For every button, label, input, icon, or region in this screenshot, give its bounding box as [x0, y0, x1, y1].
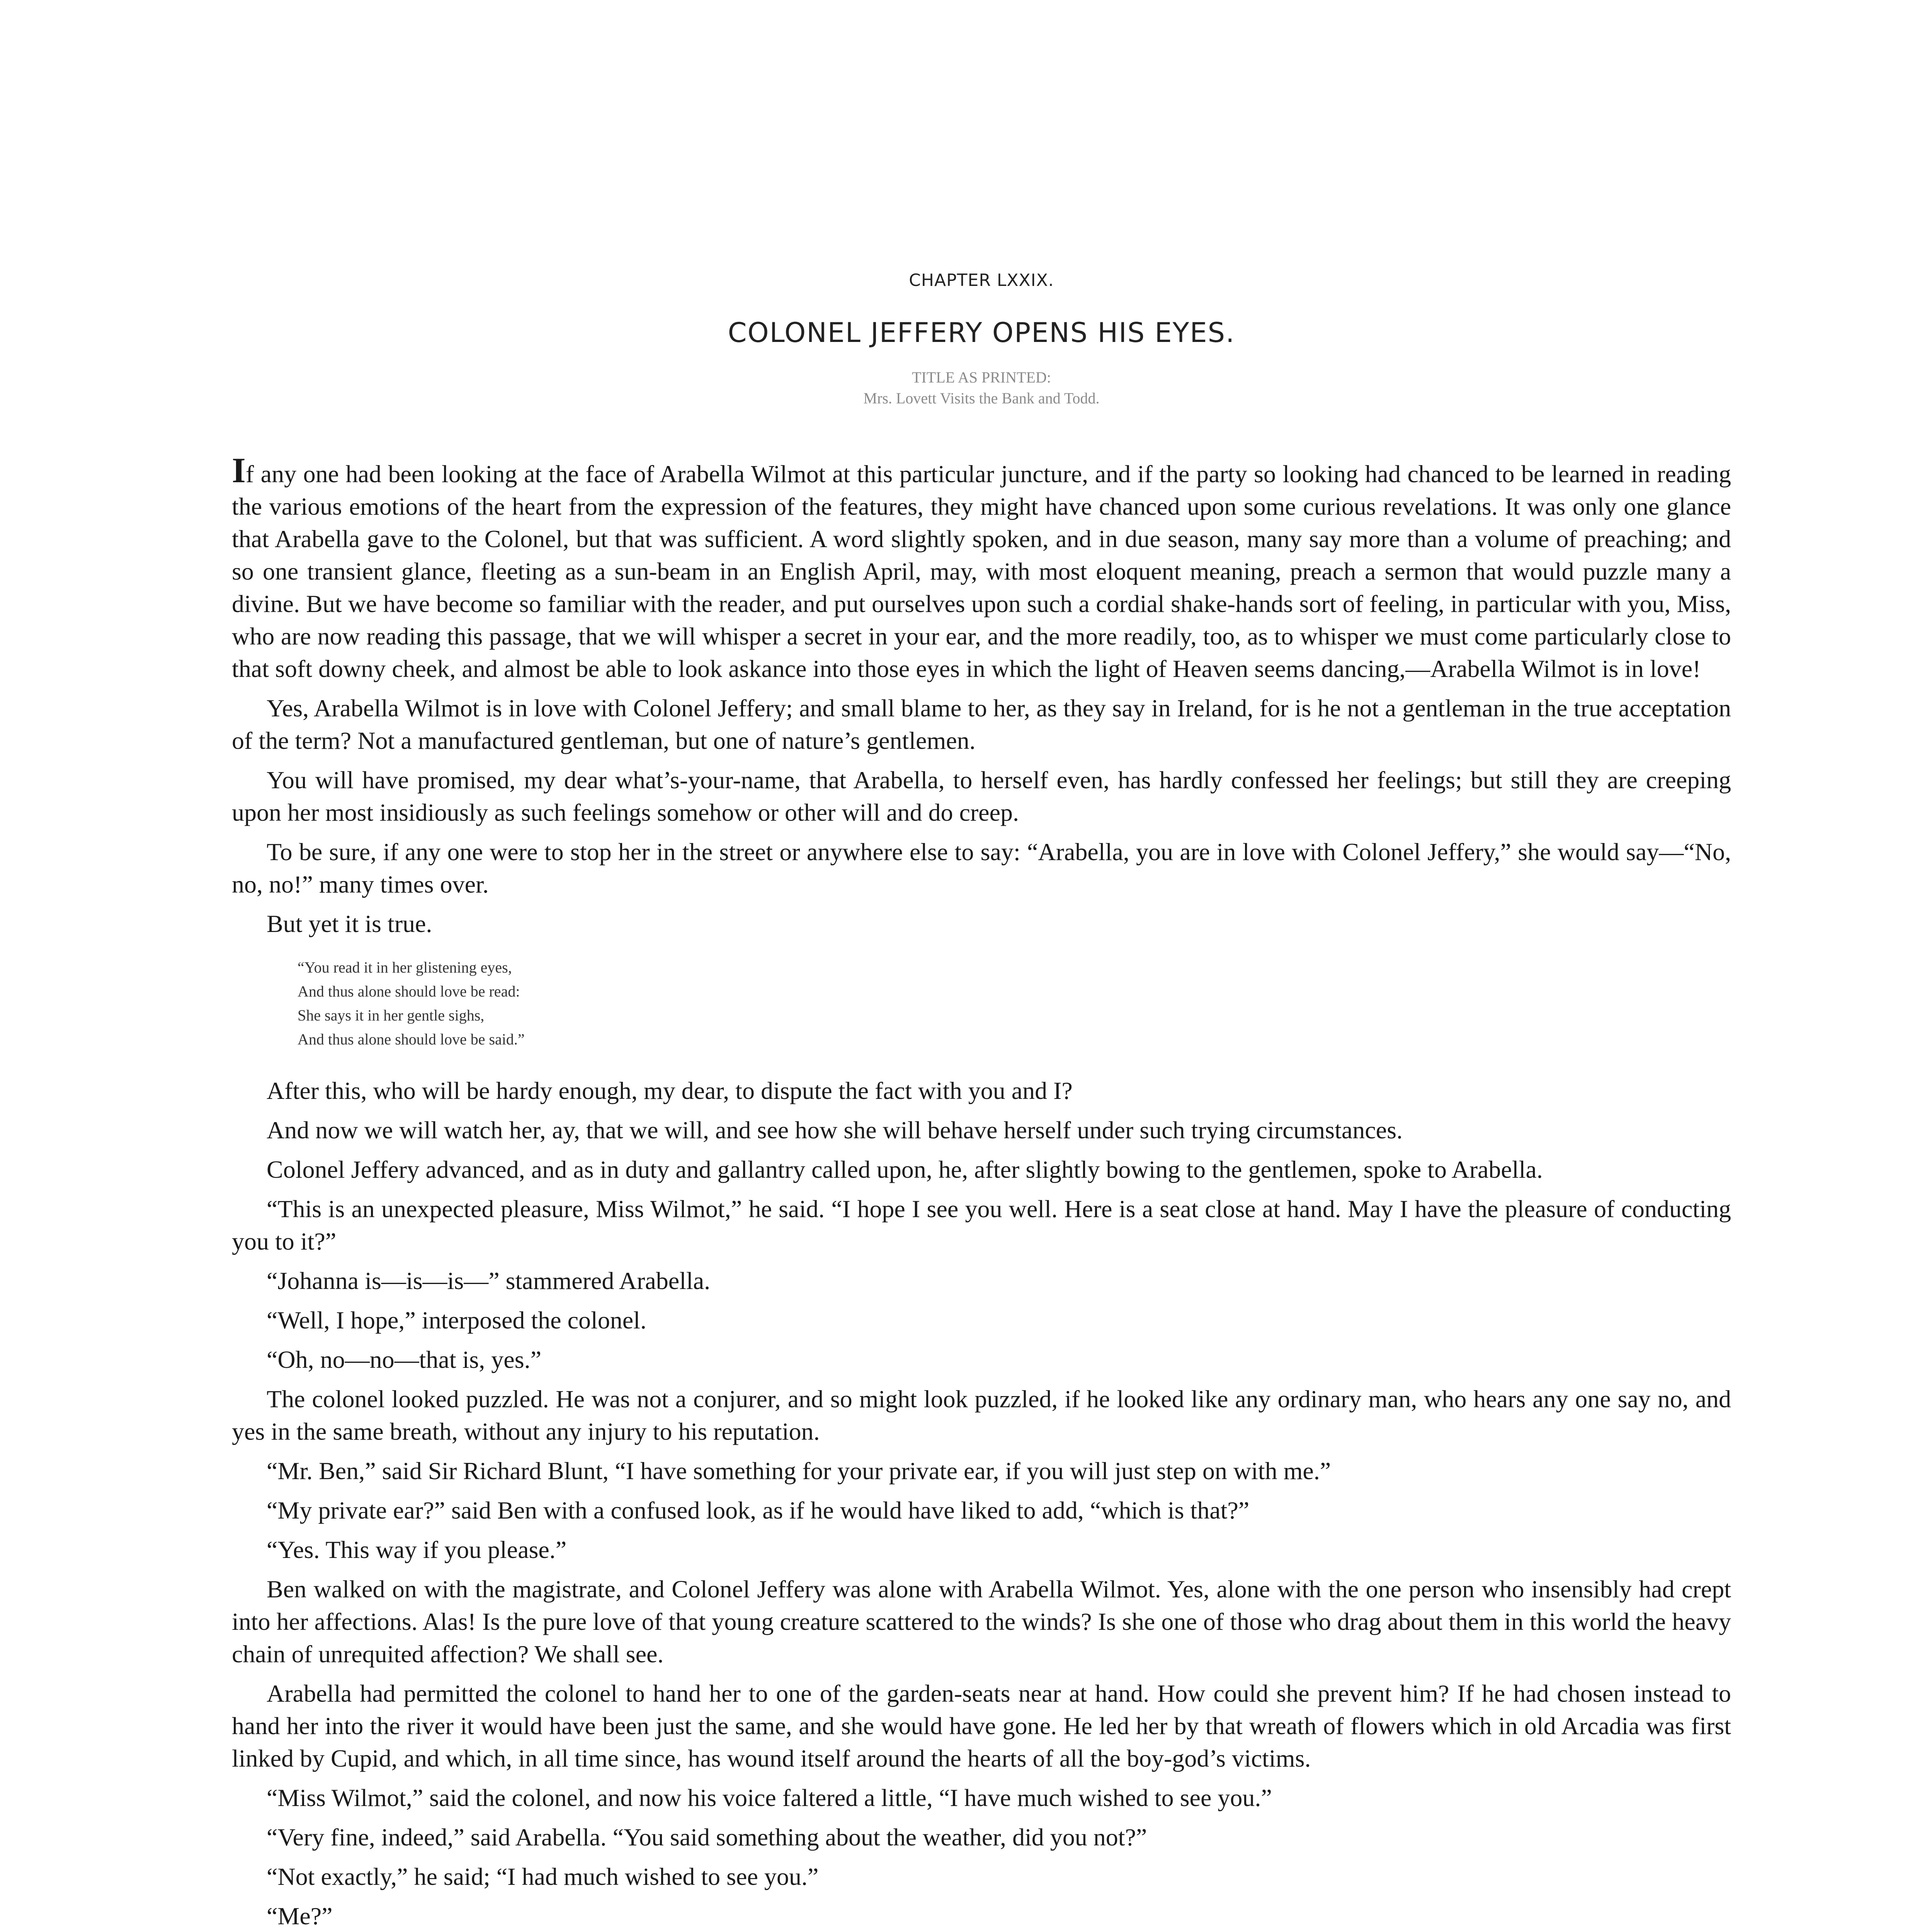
paragraph-1: [232, 451, 1731, 685]
paragraph-7: And now we will watch her, ay, that we will, and see how she will behave herself under such trying circumstances.: [267, 1116, 1403, 1144]
verse-quote: [298, 956, 1731, 1051]
paragraph-14: “Mr. Ben,” said Sir Richard Blunt, “I have something for your private ear, if you will just step on with me.”: [267, 1457, 1331, 1485]
paragraph-17: Ben walked on with the magistrate, and Colonel Jeffery was alone with Arabella Wilmot. Yes, alone with the one person who insensibly had crept into her affections. Alas! Is the pure love of that young creature scattered to the winds? Is she one of those who drag about them in this world the heavy chain of unrequited affection? We shall see.: [232, 1575, 1731, 1668]
paragraph-19: “Miss Wilmot,” said the colonel, and now his voice faltered a little, “I have much wished to see you.”: [267, 1784, 1272, 1811]
title-note-text: Mrs. Lovett Visits the Bank and Todd.: [863, 389, 1100, 407]
paragraph-22: “Me?”: [267, 1902, 333, 1930]
paragraph-20: “Very fine, indeed,” said Arabella. “You said something about the weather, did you not?”: [267, 1823, 1147, 1851]
drop-cap: I: [232, 451, 246, 490]
paragraph-11: “Well, I hope,” interposed the colonel.: [267, 1306, 646, 1334]
paragraph-6: After this, who will be hardy enough, my dear, to dispute the fact with you and I?: [267, 1077, 1073, 1104]
paragraph-5: But yet it is true.: [267, 910, 432, 937]
paragraph-9: “This is an unexpected pleasure, Miss Wilmot,” he said. “I hope I see you well. Here is a seat close at hand. May I have the pleasure of conducting you to it?”: [232, 1195, 1731, 1255]
paragraph-15: “My private ear?” said Ben with a confused look, as if he would have liked to add, “which is that?”: [267, 1497, 1250, 1524]
paragraph-16: “Yes. This way if you please.”: [267, 1536, 567, 1563]
paragraph-21: “Not exactly,” he said; “I had much wished to see you.”: [267, 1863, 819, 1890]
paragraph-8: Colonel Jeffery advanced, and as in duty and gallantry called upon, he, after slightly bowing to the gentlemen, spoke to Arabella.: [267, 1156, 1543, 1183]
verse-line: She says it in her gentle sighs,: [298, 1007, 485, 1024]
paragraph-1-text: f any one had been looking at the face of Arabella Wilmot at this particular juncture, and if the party so looking had chanced to be learned in reading the various emotions of the heart from the expression of the features, they might have chanced upon some curious revelations. It was only one glance that Arabella gave to the Colonel, but that was sufficient. A word slightly spoken, and in due season, many say more than a volume of preaching; and so one transient glance, fleeting as a sun-beam in an English April, may, with most eloquent meaning, preach a sermon that would puzzle many a divine. But we have become so familiar with the reader, and put ourselves upon such a cordial shake-hands sort of feeling, in particular with you, Miss, who are now reading this passage, that we will whisper a secret in your ear, and the more readily, too, as to whisper we must come particularly close to that soft downy cheek, and almost be able to look askance into those eyes in which the light of Heaven seems dancing,—Arabella Wilmot is in love!: [232, 460, 1731, 682]
chapter-body: [232, 451, 1731, 1932]
paragraph-4: To be sure, if any one were to stop her in the street or anywhere else to say: “Arabella, you are in love with Colonel Jeffery,” she would say—“No, no, no!” many times over.: [232, 838, 1731, 898]
verse-line: “You read it in her glistening eyes,: [298, 959, 512, 976]
paragraph-18: Arabella had permitted the colonel to hand her to one of the garden-seats near at hand. How could she prevent him? If he had chosen instead to hand her into the river it would have been just the same, and she would have gone. He led her by that wreath of flowers which in old Arcadia was first linked by Cupid, and which, in all time since, has wound itself around the hearts of all the boy-god’s victims.: [232, 1680, 1731, 1772]
paragraph-12: “Oh, no—no—that is, yes.”: [267, 1346, 541, 1373]
chapter-number: CHAPTER LXXIX.: [909, 270, 1054, 290]
paragraph-13: The colonel looked puzzled. He was not a conjurer, and so might look puzzled, if he looked like any ordinary man, who hears any one say no, and yes in the same breath, without any injury to his reputation.: [232, 1385, 1731, 1445]
verse-line: And thus alone should love be said.”: [298, 1031, 525, 1048]
chapter-title: COLONEL JEFFERY OPENS HIS EYES.: [728, 317, 1235, 349]
paragraph-2: Yes, Arabella Wilmot is in love with Colonel Jeffery; and small blame to her, as they say in Ireland, for is he not a gentleman in the true acceptation of the term? Not a manufactured gentleman, but one of nature’s gentlemen.: [232, 694, 1731, 754]
verse-line: And thus alone should love be read:: [298, 983, 520, 1000]
paragraph-3: You will have promised, my dear what’s-your-name, that Arabella, to herself even, has hardly confessed her feelings; but still they are creeping upon her most insidiously as such feelings somehow or other will and do creep.: [232, 766, 1731, 826]
title-note-label: TITLE AS PRINTED:: [912, 369, 1051, 386]
title-note: [232, 367, 1731, 409]
paragraph-10: “Johanna is—is—is—” stammered Arabella.: [267, 1267, 711, 1294]
